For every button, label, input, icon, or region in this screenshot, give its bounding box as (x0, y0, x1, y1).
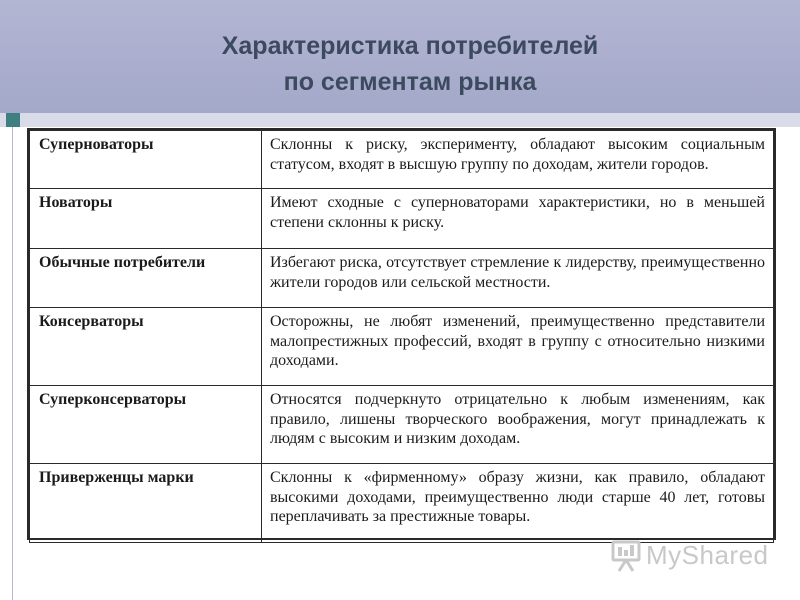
segment-description: Склонны к риску, эксперименту, обладают высоким социальным статусом, входят в высшую группу по доходам, жители городов. (262, 131, 774, 189)
left-rule (12, 127, 13, 600)
table-row (30, 249, 774, 308)
segment-name: Суперконсерваторы (30, 386, 262, 464)
segment-description: Склонны к «фирменному» образу жизни, как правило, обладают высокими доходами, преимущественно люди старше 40 лет, готовы переплачивать за престижные товары. (262, 464, 774, 543)
segment-description: Избегают риска, отсутствует стремление к лидерству, преимущественно жители городов или сельской местности. (262, 249, 774, 308)
segment-description: Относятся подчеркнуто отрицательно к любым изменениям, как правило, лишены творческого воображения, могут принадлежать к людям с высоким и низким доходам. (262, 386, 774, 464)
slide-header (0, 0, 800, 113)
slide-title (0, 28, 800, 100)
table-row (30, 308, 774, 386)
table-row (30, 464, 774, 543)
segment-name: Новаторы (30, 189, 262, 249)
segment-name: Обычные потребители (30, 249, 262, 308)
segment-name: Суперноваторы (30, 131, 262, 189)
table-row (30, 131, 774, 189)
title-line-1: Характеристика потребителей (221, 32, 599, 60)
watermark-logo (610, 538, 770, 574)
segment-name: Приверженцы марки (30, 464, 262, 543)
segment-description: Осторожны, не любят изменений, преимущественно представители малопрестижных профессий, входят в группу с относительно низкими доходами. (262, 308, 774, 386)
presentation-board-icon (610, 538, 642, 572)
segments-table-grid (29, 130, 774, 543)
segment-name: Консерваторы (30, 308, 262, 386)
accent-square (6, 113, 20, 127)
title-line-2: по сегментам рынка (283, 68, 537, 96)
table-row (30, 189, 774, 249)
header-accent-bar (0, 113, 800, 127)
segment-description: Имеют сходные с суперноваторами характеристики, но в меньшей степени склонны к риску. (262, 189, 774, 249)
table-row (30, 386, 774, 464)
watermark-text: MyShared (646, 540, 769, 570)
segments-table (27, 128, 776, 540)
